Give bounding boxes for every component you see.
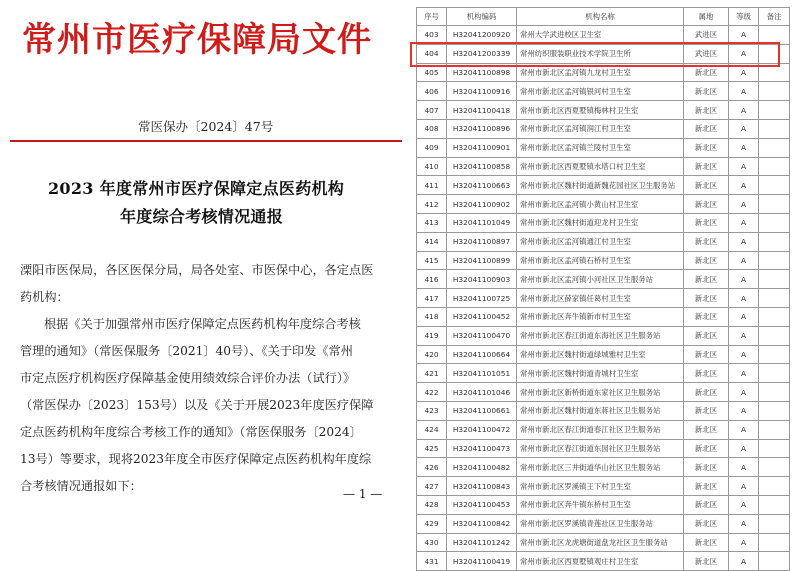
table-row (417, 232, 790, 251)
cell-district: 武进区 (684, 26, 729, 45)
table-header-row (417, 8, 790, 26)
cell-remark (759, 26, 790, 45)
cell-code: H32041100472 (447, 420, 517, 439)
paragraph-line: 根据《关于加强常州市医疗保障定点医药机构年度综合考核 (44, 317, 361, 331)
cell-grade: A (729, 82, 759, 101)
cell-district: 新北区 (684, 364, 729, 383)
cell-name: 常州市新北区孟河镇九龙村卫生室 (517, 63, 684, 82)
cell-district: 新北区 (684, 458, 729, 477)
cell-name: 常州纺织服装职业技术学院卫生所 (517, 44, 684, 63)
table-row (417, 383, 790, 402)
cell-seq: 413 (417, 213, 447, 232)
cell-code: H32041100843 (447, 477, 517, 496)
cell-grade: A (729, 326, 759, 345)
cell-district: 新北区 (684, 289, 729, 308)
table-row (417, 345, 790, 364)
table-row (417, 138, 790, 157)
cell-grade: A (729, 345, 759, 364)
cell-district: 新北区 (684, 401, 729, 420)
cell-seq: 405 (417, 63, 447, 82)
cell-seq: 404 (417, 44, 447, 63)
cell-remark (759, 307, 790, 326)
cell-remark (759, 495, 790, 514)
page-number: — 1 — (343, 487, 383, 501)
cell-grade: A (729, 26, 759, 45)
table-row (417, 307, 790, 326)
cell-grade: A (729, 289, 759, 308)
cell-name: 常州市新北区孟河镇润江村卫生室 (517, 119, 684, 138)
cell-code: H32041100916 (447, 82, 517, 101)
cell-code: H32041100663 (447, 176, 517, 195)
table-row (417, 326, 790, 345)
cell-district: 新北区 (684, 82, 729, 101)
cell-district: 新北区 (684, 495, 729, 514)
cell-code: H32041100896 (447, 119, 517, 138)
cell-district: 新北区 (684, 307, 729, 326)
cell-remark (759, 364, 790, 383)
table-row (417, 270, 790, 289)
cell-remark (759, 514, 790, 533)
cell-code: H32041101242 (447, 533, 517, 552)
table-row (417, 213, 790, 232)
paragraph-line: 定点医药机构年度综合考核工作的通知》（常医保服务〔2024〕 (20, 425, 362, 439)
cell-code: H32041100897 (447, 232, 517, 251)
table-row (417, 552, 790, 571)
cell-code: H32041100470 (447, 326, 517, 345)
cell-remark (759, 157, 790, 176)
cell-remark (759, 176, 790, 195)
cell-remark (759, 289, 790, 308)
cell-seq: 411 (417, 176, 447, 195)
cell-name: 常州市新北区奔牛镇东桥村卫生室 (517, 495, 684, 514)
cell-district: 新北区 (684, 251, 729, 270)
cell-name: 常州市新北区孟河镇小河社区卫生服务站 (517, 270, 684, 289)
cell-district: 新北区 (684, 213, 729, 232)
paragraph-line: 管理的通知》（常医保服务〔2021〕40号）、《关于印发《常州 (20, 344, 353, 358)
cell-code: H32041100482 (447, 458, 517, 477)
paragraph-line: 13号）等要求，现将2023年度全市医疗保障定点医药机构年度综 (20, 452, 372, 466)
table-row (417, 44, 790, 63)
cell-district: 新北区 (684, 270, 729, 289)
cell-code: H32041101049 (447, 213, 517, 232)
table-row (417, 477, 790, 496)
cell-name: 常州市新北区孟河镇石桥村卫生室 (517, 251, 684, 270)
cell-name: 常州市新北区魏村街道东蒋社区卫生服务站 (517, 401, 684, 420)
cell-remark (759, 401, 790, 420)
cell-seq: 429 (417, 514, 447, 533)
cell-seq: 407 (417, 101, 447, 120)
cell-remark (759, 345, 790, 364)
cell-district: 新北区 (684, 420, 729, 439)
cell-grade: A (729, 44, 759, 63)
cell-remark (759, 119, 790, 138)
cell-remark (759, 270, 790, 289)
cell-grade: A (729, 213, 759, 232)
paragraph-line: 市定点医疗机构医疗保障基金使用绩效综合评价办法（试行）》 (20, 371, 356, 385)
document-title-line2: 年度综合考核情况通报 (120, 207, 284, 226)
document-title-line1: 2023 年度常州市医疗保障定点医药机构 (48, 179, 345, 198)
institution-table (416, 7, 790, 571)
cell-district: 新北区 (684, 101, 729, 120)
cell-district: 新北区 (684, 477, 729, 496)
cell-code: H32041200920 (447, 26, 517, 45)
table-row (417, 101, 790, 120)
cell-name: 常州市新北区龙虎塘街道盘龙社区卫生服务站 (517, 533, 684, 552)
cell-code: H32041200339 (447, 44, 517, 63)
cell-district: 武进区 (684, 44, 729, 63)
cell-grade: A (729, 514, 759, 533)
cell-code: H32041100899 (447, 251, 517, 270)
cell-name: 常州市新北区魏村街道青城村卫生室 (517, 364, 684, 383)
cell-code: H32041101046 (447, 383, 517, 402)
column-header-remark: 备注 (759, 8, 790, 26)
table-row (417, 195, 790, 214)
cell-seq: 428 (417, 495, 447, 514)
cell-seq: 412 (417, 195, 447, 214)
cell-district: 新北区 (684, 195, 729, 214)
cell-grade: A (729, 401, 759, 420)
cell-name: 常州市新北区新桥街道东家社区卫生服务站 (517, 383, 684, 402)
cell-grade: A (729, 552, 759, 571)
cell-seq: 424 (417, 420, 447, 439)
cell-code: H32041101051 (447, 364, 517, 383)
document-page (0, 0, 412, 527)
cell-seq: 408 (417, 119, 447, 138)
cell-grade: A (729, 364, 759, 383)
cell-name: 常州市新北区孟河镇银河村卫生室 (517, 82, 684, 101)
cell-seq: 416 (417, 270, 447, 289)
cell-code: H32041100453 (447, 495, 517, 514)
cell-seq: 409 (417, 138, 447, 157)
cell-remark (759, 101, 790, 120)
cell-code: H32041100903 (447, 270, 517, 289)
cell-code: H32041100898 (447, 63, 517, 82)
cell-district: 新北区 (684, 345, 729, 364)
cell-remark (759, 533, 790, 552)
cell-name: 常州市新北区西夏墅镇观庄村卫生室 (517, 552, 684, 571)
cell-code: H32041100419 (447, 552, 517, 571)
cell-seq: 415 (417, 251, 447, 270)
cell-grade: A (729, 420, 759, 439)
cell-grade: A (729, 101, 759, 120)
cell-seq: 430 (417, 533, 447, 552)
cell-district: 新北区 (684, 176, 729, 195)
cell-grade: A (729, 138, 759, 157)
column-header-grade: 等级 (729, 8, 759, 26)
cell-remark (759, 195, 790, 214)
cell-seq: 414 (417, 232, 447, 251)
column-header-district: 属地 (684, 8, 729, 26)
cell-grade: A (729, 458, 759, 477)
cell-name: 常州市新北区西夏墅镇梅林村卫生室 (517, 101, 684, 120)
cell-remark (759, 458, 790, 477)
cell-code: H32041100858 (447, 157, 517, 176)
document-header-title: 常州市医疗保障局文件 (22, 20, 372, 60)
table-row (417, 401, 790, 420)
cell-grade: A (729, 477, 759, 496)
table-row (417, 289, 790, 308)
cell-seq: 410 (417, 157, 447, 176)
table-row (417, 439, 790, 458)
cell-grade: A (729, 119, 759, 138)
cell-district: 新北区 (684, 63, 729, 82)
cell-district: 新北区 (684, 552, 729, 571)
cell-code: H32041100901 (447, 138, 517, 157)
cell-name: 常州市新北区春江街道东园社区卫生服务站 (517, 439, 684, 458)
cell-seq: 425 (417, 439, 447, 458)
cell-name: 常州市新北区魏村街道新魏花园社区卫生服务站 (517, 176, 684, 195)
cell-remark (759, 477, 790, 496)
table-row (417, 176, 790, 195)
table-row (417, 251, 790, 270)
cell-code: H32041100473 (447, 439, 517, 458)
cell-code: H32041100902 (447, 195, 517, 214)
cell-seq: 431 (417, 552, 447, 571)
cell-district: 新北区 (684, 514, 729, 533)
cell-district: 新北区 (684, 138, 729, 157)
cell-district: 新北区 (684, 533, 729, 552)
cell-remark (759, 552, 790, 571)
header-divider (10, 140, 402, 142)
column-header-seq: 序号 (417, 8, 447, 26)
cell-seq: 423 (417, 401, 447, 420)
table-row (417, 63, 790, 82)
cell-code: H32041100725 (447, 289, 517, 308)
cell-remark (759, 420, 790, 439)
cell-name: 常州大学武进校区卫生室 (517, 26, 684, 45)
cell-seq: 418 (417, 307, 447, 326)
table-row (417, 157, 790, 176)
cell-district: 新北区 (684, 383, 729, 402)
table-row (417, 119, 790, 138)
table-row (417, 26, 790, 45)
column-header-code: 机构编码 (447, 8, 517, 26)
cell-name: 常州市新北区薛家镇任葛村卫生室 (517, 289, 684, 308)
cell-grade: A (729, 533, 759, 552)
cell-name: 常州市新北区罗溪镇王下村卫生室 (517, 477, 684, 496)
cell-code: H32041100842 (447, 514, 517, 533)
cell-grade: A (729, 439, 759, 458)
cell-name: 常州市新北区奔牛镇新市村卫生室 (517, 307, 684, 326)
cell-remark (759, 232, 790, 251)
table-row (417, 420, 790, 439)
cell-remark (759, 326, 790, 345)
cell-name: 常州市新北区孟河镇小黄山村卫生室 (517, 195, 684, 214)
cell-grade: A (729, 307, 759, 326)
cell-remark (759, 213, 790, 232)
cell-grade: A (729, 383, 759, 402)
cell-grade: A (729, 232, 759, 251)
cell-grade: A (729, 495, 759, 514)
cell-remark (759, 82, 790, 101)
cell-name: 常州市新北区春江街道东海社区卫生服务站 (517, 326, 684, 345)
cell-district: 新北区 (684, 439, 729, 458)
paragraph-line: 药机构： (20, 290, 69, 304)
cell-code: H32041100452 (447, 307, 517, 326)
cell-remark (759, 63, 790, 82)
cell-seq: 426 (417, 458, 447, 477)
cell-name: 常州市新北区魏村街道绿城雅村卫生室 (517, 345, 684, 364)
table-row (417, 495, 790, 514)
cell-grade: A (729, 176, 759, 195)
cell-remark (759, 138, 790, 157)
cell-name: 常州市新北区春江街道春江社区卫生服务站 (517, 420, 684, 439)
cell-name: 常州市新北区孟河镇通江村卫生室 (517, 232, 684, 251)
cell-name: 常州市新北区罗溪镇青莲社区卫生服务站 (517, 514, 684, 533)
cell-name: 常州市新北区西夏墅镇水塔口村卫生室 (517, 157, 684, 176)
table-row (417, 514, 790, 533)
table-row (417, 533, 790, 552)
cell-seq: 419 (417, 326, 447, 345)
column-header-name: 机构名称 (517, 8, 684, 26)
paragraph-line: （常医保办〔2023〕153号）以及《关于开展2023年度医疗保障 (20, 398, 374, 412)
table-row (417, 458, 790, 477)
cell-seq: 427 (417, 477, 447, 496)
cell-grade: A (729, 63, 759, 82)
paragraph-line: 合考核情况通报如下： (20, 479, 142, 493)
cell-grade: A (729, 270, 759, 289)
cell-remark (759, 439, 790, 458)
cell-remark (759, 44, 790, 63)
cell-remark (759, 383, 790, 402)
cell-code: H32041100418 (447, 101, 517, 120)
cell-district: 新北区 (684, 157, 729, 176)
cell-seq: 417 (417, 289, 447, 308)
cell-seq: 403 (417, 26, 447, 45)
cell-remark (759, 251, 790, 270)
cell-seq: 421 (417, 364, 447, 383)
paragraph-line: 溧阳市医保局，各区医保分局，局各处室、市医保中心，各定点医 (20, 263, 374, 277)
document-number: 常医保办〔2024〕47号 (138, 119, 274, 134)
cell-seq: 406 (417, 82, 447, 101)
cell-seq: 420 (417, 345, 447, 364)
table-row (417, 364, 790, 383)
cell-district: 新北区 (684, 119, 729, 138)
cell-grade: A (729, 195, 759, 214)
cell-name: 常州市新北区孟河镇兰陵村卫生室 (517, 138, 684, 157)
cell-district: 新北区 (684, 232, 729, 251)
institution-table-panel (416, 7, 796, 566)
cell-code: H32041100664 (447, 345, 517, 364)
cell-name: 常州市新北区三井街道华山社区卫生服务站 (517, 458, 684, 477)
cell-grade: A (729, 251, 759, 270)
cell-grade: A (729, 157, 759, 176)
table-row (417, 82, 790, 101)
cell-seq: 422 (417, 383, 447, 402)
cell-district: 新北区 (684, 326, 729, 345)
cell-code: H32041100661 (447, 401, 517, 420)
cell-name: 常州市新北区魏村街道迎龙村卫生室 (517, 213, 684, 232)
